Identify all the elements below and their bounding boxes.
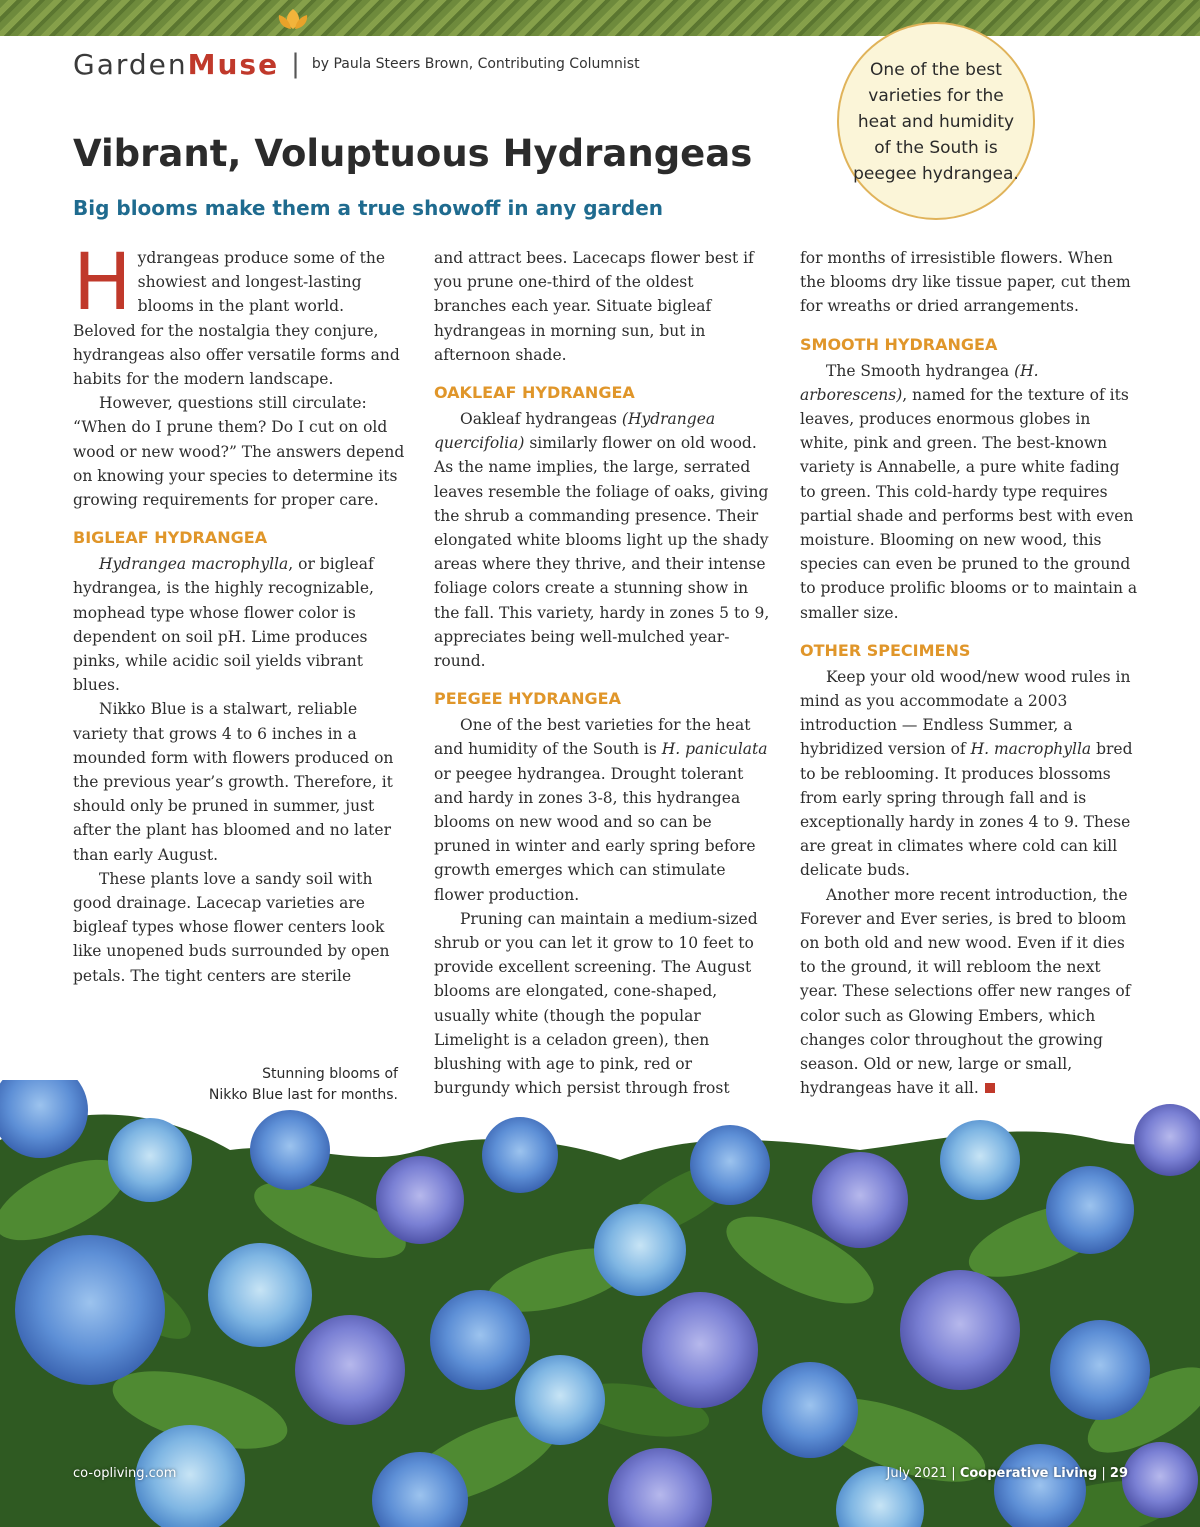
footer-magazine: Cooperative Living <box>959 1466 1098 1481</box>
article-column-3 <box>800 246 1140 1101</box>
section-heading-peegee: PEEGEE HYDRANGEA <box>434 689 621 709</box>
paragraph: The Smooth hydrangea (H. arborescens), named for the texture of its leaves, produces enormous globes in white, pink and green. The best-known variety is Annabelle, a pure white fading to green. This cold-hardy type requires partial shade and performs best with even moisture. Blooming on new wood, this species can even be pruned to the ground to produce prolific blooms or to maintain a smaller size. <box>800 361 1138 622</box>
section-heading-other: OTHER SPECIMENS <box>800 640 971 660</box>
article-title: Vibrant, Voluptuous Hydrangeas <box>73 132 753 175</box>
paragraph: Nikko Blue is a stalwart, reliable variety that grows 4 to 6 inches in a mounded form with flowers produced on the previous year’s growth. Therefore, it should only be pruned in summer, just after the plant has bloomed and no later than early August. <box>73 700 394 864</box>
intro-paragraph: Hydrangeas produce some of the showiest and longest-lasting blooms in the plant world. Beloved for the nostalgia they conjure, hydrangeas also offer versatile forms and habits for the modern landscape. <box>73 238 400 389</box>
pull-quote: One of the best varieties for the heat and humidity of the South is peegee hydrangea. <box>837 22 1035 220</box>
section-heading-oakleaf: OAKLEAF HYDRANGEA <box>434 383 635 403</box>
paragraph: for months of irresistible flowers. When the blooms dry like tissue paper, cut them for wreaths or dried arrangements. <box>800 249 1131 316</box>
header-separator: | <box>291 49 300 79</box>
column-header <box>73 44 640 84</box>
section-heading-bigleaf: BIGLEAF HYDRANGEA <box>73 528 268 548</box>
paragraph: These plants love a sandy soil with good drainage. Lacecap varieties are bigleaf types whose flower centers look like unopened buds surrounded by open petals. The tight centers are sterile <box>73 869 390 985</box>
paragraph: Another more recent introduction, the Forever and Ever series, is bred to bloom on both old and new wood. Even if it dies to the ground, it will rebloom the next year. These selections offer new ranges of color such as Glowing Embers, which changes color throughout the growing season. Old or new, large or small, hydrangeas have it all. <box>800 885 1131 1098</box>
article-column-1 <box>73 238 408 988</box>
paragraph: Keep your old wood/new wood rules in mind as you accommodate a 2003 introduction — Endless Summer, a hybridized version of H. macrophylla bred to be reblooming. It produces blossoms from early spring through fall and is exceptionally hardy in zones 4 to 9. These are great in climates where cold can kill delicate buds. <box>800 667 1133 880</box>
paragraph: Oakleaf hydrangeas (Hydrangea quercifolia) similarly flower on old wood. As the name implies, the large, serrated leaves resemble the foliage of oaks, giving the shrub a commanding presence. Their elongated white blooms light up the shady areas where they thrive, and their intense foliage colors create a stunning show in the fall. This variety, hardy in zones 5 to 9, appreciates being well-mulched year-round. <box>434 410 770 671</box>
byline: by Paula Steers Brown, Contributing Columnist <box>311 56 640 72</box>
section-heading-smooth: SMOOTH HYDRANGEA <box>800 334 998 354</box>
paragraph: Pruning can maintain a medium-sized shrub or you can let it grow to 10 feet to provide excellent screening. The August blooms are elongated, cone-shaped, usually white (though the popular Limelight is a celadon green), then blushing with age to pink, red or burgundy which persist through frost <box>434 909 758 1098</box>
brand-garden: Garden <box>73 47 188 81</box>
paragraph: One of the best varieties for the heat and humidity of the South is H. paniculata or peegee hydrangea. Drought tolerant and hardy in zones 3-8, this hydrangea blooms on new wood and so can be pruned in winter and early spring before growth emerges which can stimulate flower production. <box>434 716 768 904</box>
footer-date: July 2021 <box>886 1466 948 1481</box>
paragraph: However, questions still circulate: “When do I prune them? Do I cut on old wood or new wood?” The answers depend on knowing your species to determine its growing requirements for proper care. <box>73 394 405 510</box>
paragraph: and attract bees. Lacecaps flower best if you prune one-third of the oldest branches each year. Situate bigleaf hydrangeas in morning sun, but in afternoon shade. <box>434 249 754 364</box>
brand-muse: Muse <box>187 47 280 81</box>
article-subtitle: Big blooms make them a true showoff in any garden <box>73 196 664 220</box>
drop-cap: H <box>73 238 132 328</box>
page-number: 29 <box>1109 1466 1128 1481</box>
article-column-2 <box>434 246 770 1101</box>
top-decorative-band <box>0 0 1200 36</box>
footer-website[interactable]: co-opliving.com <box>73 1466 177 1481</box>
footer-folio: July 2021 | Cooperative Living | 29 <box>886 1466 1128 1481</box>
paragraph: Hydrangea macrophylla, or bigleaf hydrangea, is the highly recognizable, mophead type whose flower color is dependent on soil pH. Lime produces pinks, while acidic soil yields vibrant blues. <box>73 555 374 695</box>
photo-caption: Stunning blooms of Nikko Blue last for months. <box>208 1066 398 1103</box>
hydrangea-photo <box>0 1080 1200 1527</box>
leaf-ornament-icon <box>276 8 310 30</box>
